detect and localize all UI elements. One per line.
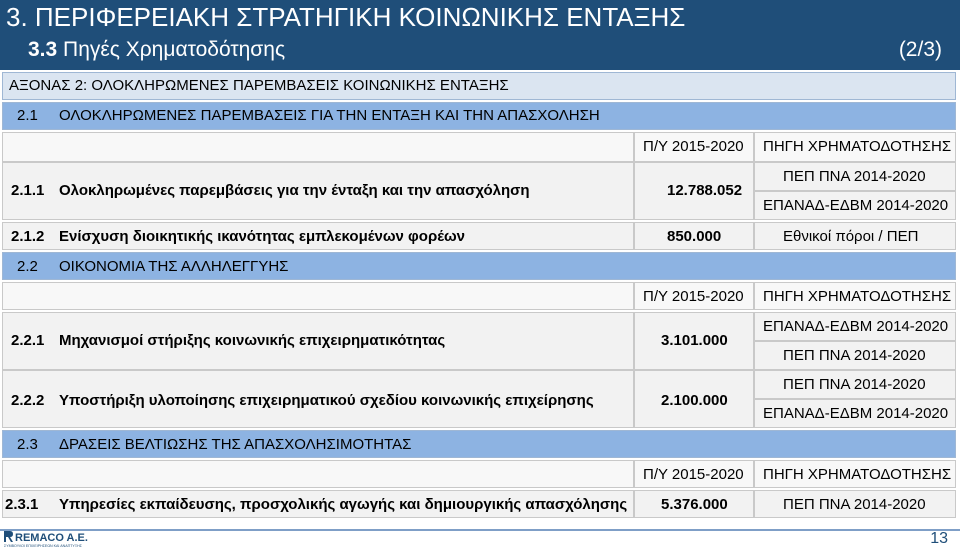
row-source-1: ΠΕΠ ΠΝΑ 2014-2020 — [783, 168, 926, 185]
budget-header-cell — [634, 282, 754, 310]
row-code: 2.2.1 — [11, 332, 45, 349]
row-code: 2.1.2 — [11, 228, 45, 245]
row-source-1: ΠΕΠ ΠΝΑ 2014-2020 — [783, 376, 926, 393]
row-title: Υποστήριξη υλοποίησης επιχειρηματικού σχεδίου κοινωνικής επιχείρησης — [59, 392, 594, 409]
row-budget: 2.100.000 — [661, 392, 728, 409]
company-logo — [2, 528, 98, 548]
row-budget: 3.101.000 — [661, 332, 728, 349]
row-budget: 12.788.052 — [667, 182, 743, 199]
budget-cell — [634, 370, 754, 428]
source-cell — [754, 370, 956, 399]
header-spacer — [2, 132, 634, 162]
budget-header: Π/Υ 2015-2020 — [643, 138, 744, 155]
section-code: 2.1 — [17, 107, 38, 124]
budget-header: Π/Υ 2015-2020 — [643, 288, 744, 305]
source-cell — [754, 162, 956, 191]
section-row-2-2 — [2, 252, 956, 280]
row-source-1: ΕΠΑΝΑΔ-ΕΔΒΜ 2014-2020 — [763, 318, 949, 335]
source-header: ΠΗΓΗ ΧΡΗΜΑΤΟΔΟΤΗΣΗΣ — [763, 288, 952, 305]
budget-cell — [634, 222, 754, 250]
row-source-1: ΠΕΠ ΠΝΑ 2014-2020 — [783, 496, 926, 513]
budget-cell — [634, 162, 754, 220]
logo-subtext: ΣΥΜΒΟΥΛΟΙ ΕΠΙΧΕΙΡΗΣΕΩΝ ΚΑΙ ΑΝΑΠΤΥΞΗΣ — [4, 544, 82, 548]
row-budget: 5.376.000 — [661, 496, 728, 513]
budget-header: Π/Υ 2015-2020 — [643, 466, 744, 483]
source-cell — [754, 312, 956, 341]
section-row-2-1 — [2, 102, 956, 130]
row-title: Ενίσχυση διοικητικής ικανότητας εμπλεκομένων φορέων — [59, 228, 466, 245]
header-spacer — [2, 460, 634, 488]
source-cell — [754, 399, 956, 428]
axis-title: ΑΞΟΝΑΣ 2: ΟΛΟΚΛΗΡΩΜΕΝΕΣ ΠΑΡΕΜΒΑΣΕΙΣ ΚΟΙΝΩΝΙΚΗΣ ΕΝΤΑΞΗΣ — [9, 77, 509, 94]
section-code: 2.2 — [17, 258, 38, 275]
slide-header — [0, 0, 960, 70]
source-header-cell — [754, 460, 956, 488]
source-cell — [754, 191, 956, 220]
table-row-2-2-1 — [2, 312, 634, 370]
slide-subtitle — [28, 38, 285, 62]
row-source-2: ΕΠΑΝΑΔ-ΕΔΒΜ 2014-2020 — [763, 405, 949, 422]
row-title: Μηχανισμοί στήριξης κοινωνικής επιχειρηματικότητας — [59, 332, 446, 349]
row-source-2: ΠΕΠ ΠΝΑ 2014-2020 — [783, 347, 926, 364]
row-code: 2.1.1 — [11, 182, 45, 199]
axis-row — [2, 72, 956, 100]
table-row-2-3-1 — [2, 490, 634, 518]
section-title: ΟΙΚΟΝΟΜΙΑ ΤΗΣ ΑΛΛΗΛΕΓΓΥΗΣ — [59, 258, 289, 275]
row-title: Ολοκληρωμένες παρεμβάσεις για την ένταξη και την απασχόληση — [59, 182, 530, 199]
row-source-2: ΕΠΑΝΑΔ-ΕΔΒΜ 2014-2020 — [763, 197, 949, 214]
footer-divider — [0, 529, 960, 531]
row-code: 2.2.2 — [11, 392, 45, 409]
source-header: ΠΗΓΗ ΧΡΗΜΑΤΟΔΟΤΗΣΗΣ — [763, 466, 952, 483]
logo-icon — [2, 528, 98, 548]
slide-title: 3. ΠΕΡΙΦΕΡΕΙΑΚΗ ΣΤΡΑΤΗΓΙΚΗ ΚΟΙΝΩΝΙΚΗΣ ΕΝΤΑΞΗΣ — [6, 2, 686, 32]
budget-header-cell — [634, 132, 754, 162]
budget-cell — [634, 490, 754, 518]
page-counter: (2/3) — [898, 38, 942, 61]
section-title: ΔΡΑΣΕΙΣ ΒΕΛΤΙΩΣΗΣ ΤΗΣ ΑΠΑΣΧΟΛΗΣΙΜΟΤΗΤΑΣ — [59, 436, 412, 453]
source-cell — [754, 490, 956, 518]
budget-cell — [634, 312, 754, 370]
section-code: 2.3 — [17, 436, 38, 453]
subtitle-text: Πηγές Χρηματοδότησης — [63, 38, 286, 61]
section-row-2-3 — [2, 430, 956, 458]
row-source-1: Εθνικοί πόροι / ΠΕΠ — [783, 228, 919, 245]
source-header-cell — [754, 282, 956, 310]
row-title: Υπηρεσίες εκπαίδευσης, προσχολικής αγωγής και δημιουργικής απασχόλησης — [59, 496, 628, 513]
source-cell — [754, 222, 956, 250]
logo-text: REMACO A.E. — [15, 532, 88, 544]
subtitle-number: 3.3 — [28, 38, 58, 61]
table-row-2-2-2 — [2, 370, 634, 428]
row-budget: 850.000 — [667, 228, 722, 245]
source-header-cell — [754, 132, 956, 162]
row-code: 2.3.1 — [5, 496, 39, 513]
table-row-2-1-1 — [2, 162, 634, 220]
table-row-2-1-2 — [2, 222, 634, 250]
source-header: ΠΗΓΗ ΧΡΗΜΑΤΟΔΟΤΗΣΗΣ — [763, 138, 952, 155]
section-title: ΟΛΟΚΛΗΡΩΜΕΝΕΣ ΠΑΡΕΜΒΑΣΕΙΣ ΓΙΑ ΤΗΝ ΕΝΤΑΞΗ ΚΑΙ ΤΗΝ ΑΠΑΣΧΟΛΗΣΗ — [59, 107, 600, 124]
budget-header-cell — [634, 460, 754, 488]
page-number: 13 — [930, 530, 948, 547]
source-cell — [754, 341, 956, 370]
header-spacer — [2, 282, 634, 310]
